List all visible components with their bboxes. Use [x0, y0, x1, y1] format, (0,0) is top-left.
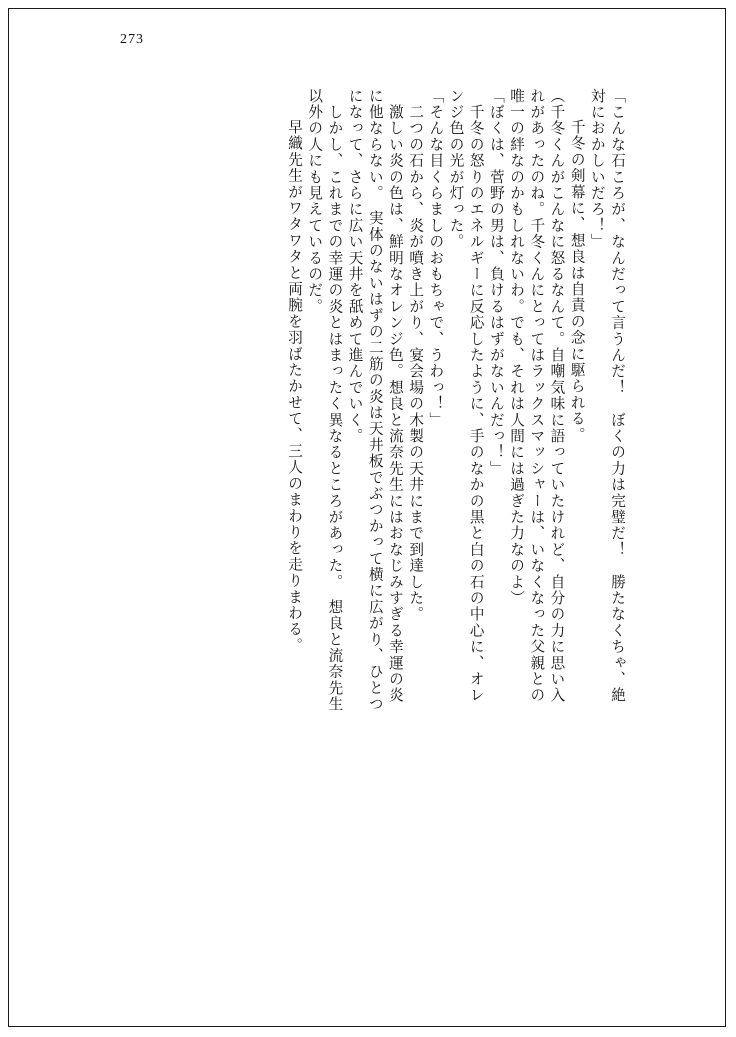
text-column: れがあったのね。千冬くんにとってはラックスマッシャーは、いなくなった父親との [528, 88, 546, 704]
text-column: になって、さらに広い天井を舐めて進んでいく。 [346, 88, 364, 445]
text-column: 唯一の絆なのかもしれないわ。でも、それは人間には過ぎた力なのよ） [508, 88, 526, 607]
vertical-text-body [112, 88, 624, 918]
text-column: 対におかしいだろ！」 [588, 88, 606, 250]
text-column: 千冬の剣幕に、想良は自責の念に駆られる。 [568, 103, 586, 444]
page-number: 273 [120, 32, 144, 47]
text-column: 激しい炎の色は、鮮明なオレンジ色。想良と流奈先生にはおなじみすぎる幸運の炎 [386, 88, 404, 704]
text-column: 「ぼくは、菅野の男は、負けるはずがないんだっ！」 [487, 88, 505, 477]
text-column: 以外の人にも見えているのだ。 [306, 88, 324, 315]
text-column: しかし、これまでの幸運の炎とはまったく異なるところがあった。 想良と流奈先生 [326, 88, 344, 713]
text-column: （千冬くんがこんなに怒るなんて。自嘲気味に語っていたけれど、自分の力に思い入 [548, 88, 566, 704]
text-column: ンジ色の光が灯った。 [447, 88, 465, 250]
text-column: 早織先生がワタワタと両腕を羽ばたかせて、三人のまわりを走りまわる。 [286, 103, 303, 654]
text-column: 千冬の怒りのエネルギーに反応したように、手のなかの黒と白の石の中心に、オレ [467, 88, 485, 704]
text-column: 「そんな目くらましのおもちゃで、うわっ！」 [427, 88, 445, 429]
text-column: に他ならない。 実体のないはずの二筋の炎は天井板でぶつかって横に広がり、ひとつ [366, 88, 384, 713]
text-column: 「こんな石ころが、なんだって言うんだ！ ぼくの力は完璧だ！ 勝たなくちゃ、絶 [609, 88, 626, 704]
text-column: 二つの石から、炎が噴き上がり、宴会場の木製の天井にまで到達した。 [407, 88, 425, 623]
